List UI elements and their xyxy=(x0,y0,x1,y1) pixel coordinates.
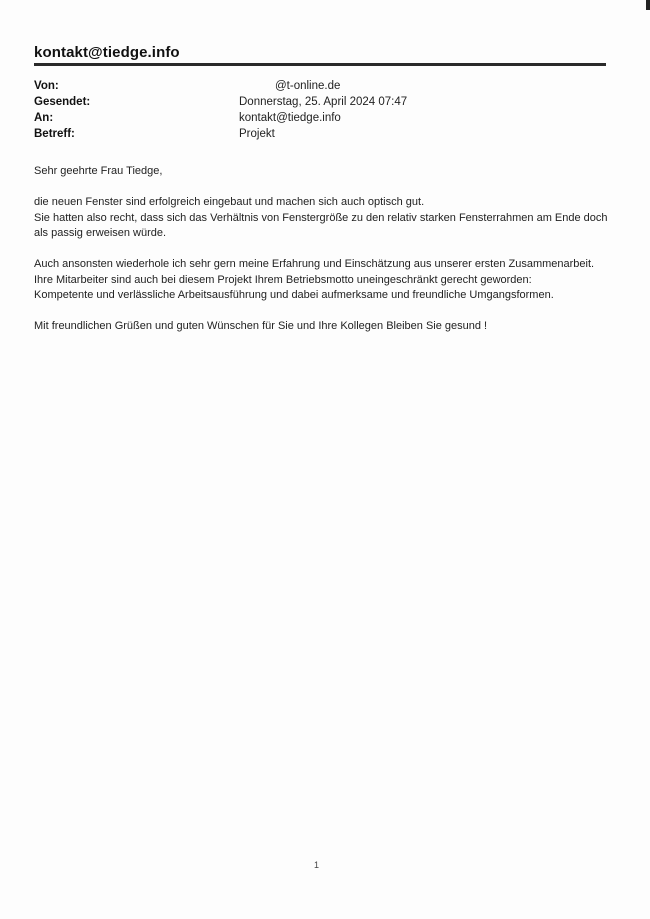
email-body xyxy=(34,164,614,350)
body-line: als passig erweisen würde. xyxy=(34,227,167,239)
mail-title: kontakt@tiedge.info xyxy=(34,44,180,61)
header-row-subject xyxy=(34,126,594,142)
page-number: 1 xyxy=(314,860,320,870)
header-row-sent xyxy=(34,94,594,110)
header-row-from xyxy=(34,78,594,94)
body-line: Auch ansonsten wiederhole ich sehr gern meine Erfahrung und Einschätzung aus unserer ersten Zusammenarbeit. xyxy=(34,258,595,270)
body-line: Sie hatten also recht, dass sich das Verhältnis von Fenstergröße zu den relativ starken Fensterrahmen am Ende doch xyxy=(34,211,608,224)
to-value: kontakt@tiedge.info xyxy=(239,112,341,124)
to-label: An: xyxy=(34,112,54,124)
subject-value: Projekt xyxy=(239,128,275,140)
email-header xyxy=(34,78,594,142)
body-line: Ihre Mitarbeiter sind auch bei diesem Projekt Ihrem Betriebsmotto uneingeschränkt gerecht geworden: xyxy=(34,273,532,286)
body-paragraph-1 xyxy=(34,195,614,242)
sent-label: Gesendet: xyxy=(34,96,91,108)
header-row-to xyxy=(34,110,594,126)
subject-label: Betreff: xyxy=(34,128,75,140)
body-line: die neuen Fenster sind erfolgreich eingebaut und machen sich auch optisch gut. xyxy=(34,196,425,208)
from-label: Von: xyxy=(34,80,59,92)
scan-edge-mark xyxy=(646,0,650,10)
title-divider xyxy=(34,63,606,66)
closing: Mit freundlichen Grüßen und guten Wünschen für Sie und Ihre Kollegen Bleiben Sie gesund ! xyxy=(34,320,488,332)
body-line: Kompetente und verlässliche Arbeitsausführung und dabei aufmerksame und freundliche Umgangsformen. xyxy=(34,289,554,301)
from-value: @t-online.de xyxy=(275,80,341,92)
greeting: Sehr geehrte Frau Tiedge, xyxy=(34,165,163,177)
body-paragraph-2 xyxy=(34,257,614,304)
sent-value: Donnerstag, 25. April 2024 07:47 xyxy=(239,96,408,108)
